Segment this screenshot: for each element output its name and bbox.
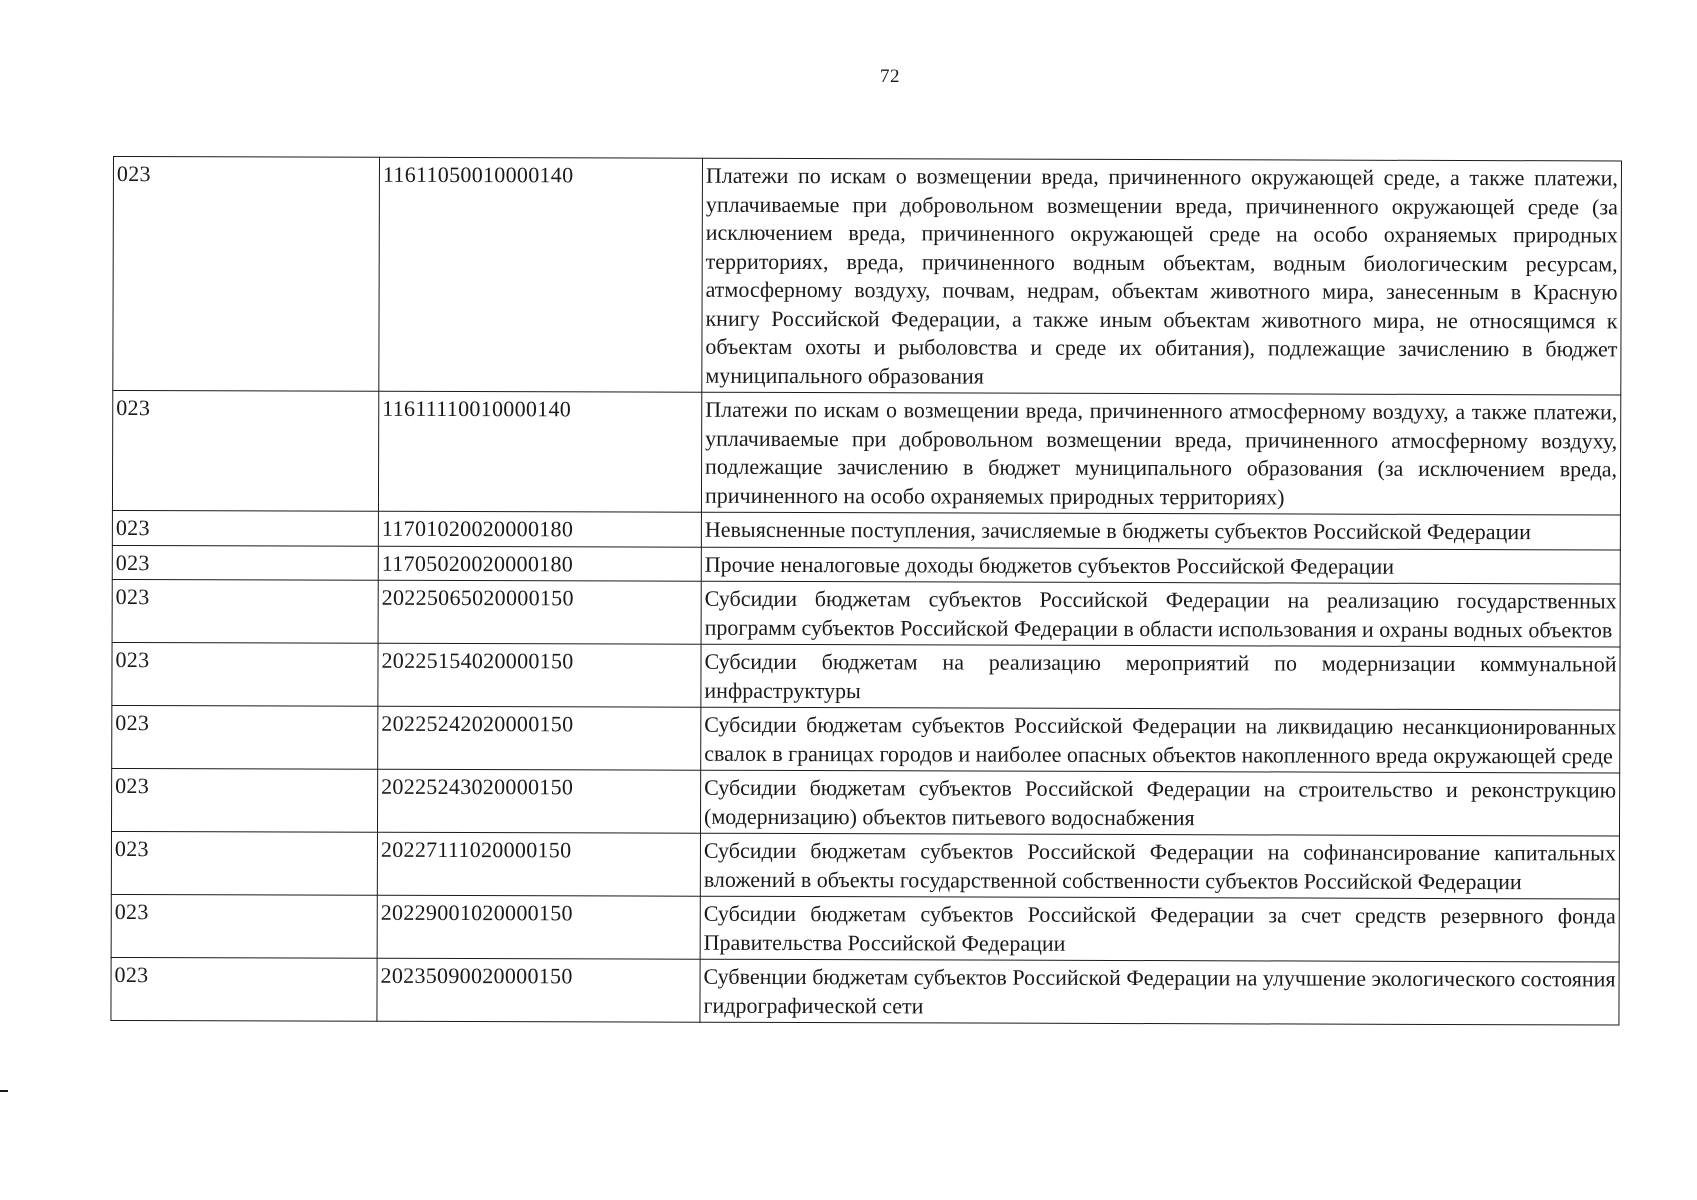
revenue-name-cell: Субсидии бюджетам субъектов Российской Федерации на софинансирование капитальных вложений в объекты государственной собственности субъектов Российской Федерации bbox=[700, 833, 1619, 899]
table-row bbox=[112, 391, 1620, 515]
revenue-name-cell: Платежи по искам о возмещении вреда, причиненного окружающей среде, а также платежи, уплачиваемые при добровольном возмещении вреда, причиненного окружающей среде (за исключением вреда, причиненного окружающей среде на особо охраняемых природных территориях, вреда, причиненного водным объектам, водным биологическим ресурсам, атмосферному воздуху, почвам, недрам, объектам животного мира, занесенным в Красную книгу Российской Федерации, а также иным объектам животного мира, не относящимся к объектам охоты и рыболовства и среде их обитания), подлежащие зачислению в бюджет муниципального образования bbox=[702, 158, 1622, 395]
table-row bbox=[111, 831, 1619, 898]
kbk-code-cell: 20225154020000150 bbox=[378, 643, 701, 707]
table-row bbox=[111, 768, 1619, 835]
admin-code-cell: 023 bbox=[113, 157, 380, 392]
admin-code-cell: 023 bbox=[111, 768, 377, 832]
table-row bbox=[112, 510, 1620, 549]
revenue-codes-table bbox=[110, 156, 1622, 1025]
kbk-code-cell: 20227111020000150 bbox=[377, 832, 700, 896]
table-row bbox=[112, 642, 1620, 709]
admin-code-cell: 023 bbox=[112, 545, 378, 580]
kbk-code-cell: 11611110010000140 bbox=[378, 391, 701, 512]
kbk-code-cell: 20229001020000150 bbox=[377, 895, 700, 959]
revenue-name-cell: Платежи по искам о возмещении вреда, причиненного атмосферному воздуху, а также платежи, уплачиваемые при добровольном возмещении вреда, причиненного атмосферному воздуху, подлежащие зачислению в бюджет муниципального образования (за исключением вреда, причиненного на особо охраняемых природных территориях) bbox=[701, 392, 1620, 515]
table-row bbox=[112, 705, 1620, 772]
kbk-code-cell: 11611050010000140 bbox=[379, 157, 703, 392]
admin-code-cell: 023 bbox=[112, 705, 378, 769]
margin-mark bbox=[0, 1090, 8, 1092]
admin-code-cell: 023 bbox=[112, 579, 378, 643]
revenue-name-cell: Невыясненные поступления, зачисляемые в бюджеты субъектов Российской Федерации bbox=[701, 512, 1620, 549]
revenue-name-cell: Субвенции бюджетам субъектов Российской Федерации на улучшение экологического состояния гидрографической сети bbox=[700, 959, 1619, 1025]
page-number: 72 bbox=[880, 66, 900, 87]
revenue-name-cell: Субсидии бюджетам субъектов Российской Федерации на реализацию государственных программ субъектов Российской Федерации в области использования и охраны водных объектов bbox=[701, 581, 1620, 647]
revenue-name-cell: Прочие неналоговые доходы бюджетов субъектов Российской Федерации bbox=[701, 547, 1620, 584]
revenue-name-cell: Субсидии бюджетам субъектов Российской Федерации на строительство и реконструкцию (модернизацию) объектов питьевого водоснабжения bbox=[700, 770, 1619, 836]
table-row bbox=[113, 157, 1622, 395]
admin-code-cell: 023 bbox=[112, 391, 378, 512]
revenue-name-cell: Субсидии бюджетам субъектов Российской Федерации на ликвидацию несанкционированных свалок в границах городов и наиболее опасных объектов накопленного вреда окружающей среде bbox=[701, 707, 1620, 773]
kbk-code-cell: 20225243020000150 bbox=[377, 769, 700, 833]
kbk-code-cell: 11701020020000180 bbox=[378, 511, 701, 546]
kbk-code-cell: 20225065020000150 bbox=[378, 580, 701, 644]
revenue-name-cell: Субсидии бюджетам на реализацию мероприятий по модернизации коммунальной инфраструктуры bbox=[701, 644, 1620, 710]
kbk-code-cell: 20225242020000150 bbox=[378, 706, 701, 770]
kbk-code-cell: 11705020020000180 bbox=[378, 546, 701, 581]
admin-code-cell: 023 bbox=[112, 642, 378, 706]
admin-code-cell: 023 bbox=[112, 510, 378, 545]
admin-code-cell: 023 bbox=[111, 894, 377, 958]
admin-code-cell: 023 bbox=[111, 831, 377, 895]
table-row bbox=[111, 894, 1619, 961]
admin-code-cell: 023 bbox=[111, 957, 377, 1021]
table-row bbox=[111, 957, 1619, 1024]
table-row bbox=[112, 579, 1620, 646]
table-row bbox=[112, 545, 1620, 584]
kbk-code-cell: 20235090020000150 bbox=[377, 958, 700, 1022]
revenue-name-cell: Субсидии бюджетам субъектов Российской Федерации за счет средств резервного фонда Правительства Российской Федерации bbox=[700, 896, 1619, 962]
